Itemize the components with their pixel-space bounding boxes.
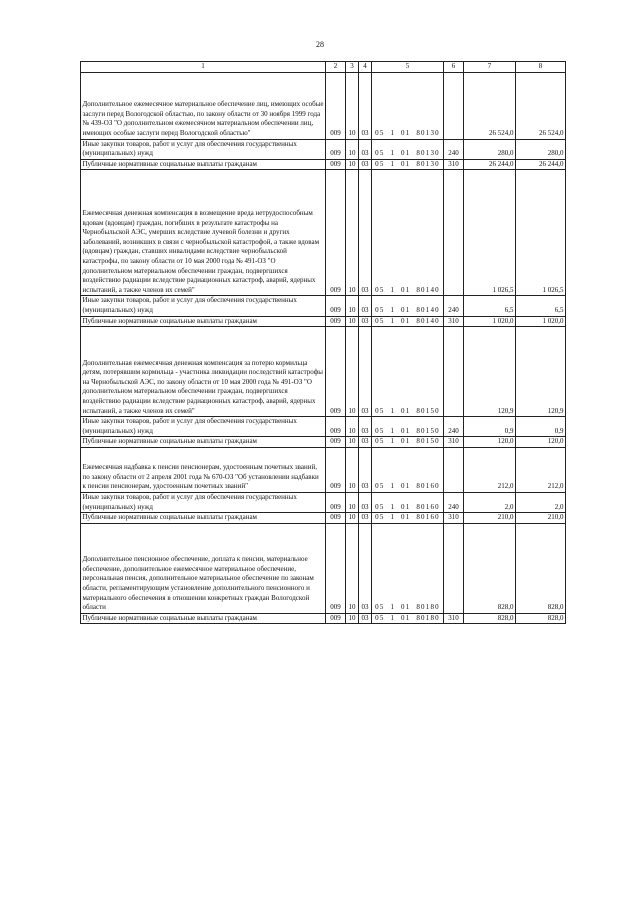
amount-year-2: 212,0	[516, 447, 566, 492]
admin-code: 009	[326, 327, 346, 417]
amount-year-1: 1 020,0	[464, 316, 516, 327]
page-number: 28	[316, 40, 324, 49]
expense-type-code: 310	[444, 316, 464, 327]
expense-type-code	[444, 523, 464, 613]
row-name: Публичные нормативные социальные выплаты гражданам	[81, 159, 326, 170]
admin-code: 009	[326, 492, 346, 512]
table-row	[81, 296, 566, 316]
table-row	[81, 316, 566, 327]
subsection-code: 03	[359, 159, 372, 170]
budget-table	[80, 61, 566, 624]
row-name: Ежемесячная надбавка к пенсии пенсионерам, удостоенным почетных званий, по закону области от 2 апреля 2001 года № 670-ОЗ "Об установлении надбавки к пенсии пенсионерам, удостоенным почетных званий"	[81, 447, 326, 492]
amount-year-2: 120,0	[516, 437, 566, 448]
expense-type-code: 310	[444, 159, 464, 170]
subsection-code: 03	[359, 316, 372, 327]
amount-year-2: 6,5	[516, 296, 566, 316]
admin-code: 009	[326, 417, 346, 437]
amount-year-1: 280,0	[464, 139, 516, 159]
subsection-code: 03	[359, 296, 372, 316]
row-name: Публичные нормативные социальные выплаты гражданам	[81, 437, 326, 448]
expense-type-code: 240	[444, 492, 464, 512]
target-item-code: 05 1 01 80180	[372, 613, 444, 624]
table-row	[81, 523, 566, 613]
section-code: 10	[346, 447, 359, 492]
row-name: Иные закупки товаров, работ и услуг для обеспечения государственных (муниципальных) нужд	[81, 139, 326, 159]
table-row	[81, 417, 566, 437]
admin-code: 009	[326, 72, 346, 139]
section-code: 10	[346, 523, 359, 613]
subsection-code: 03	[359, 613, 372, 624]
table-row	[81, 159, 566, 170]
amount-year-2: 280,0	[516, 139, 566, 159]
amount-year-1: 6,5	[464, 296, 516, 316]
admin-code: 009	[326, 159, 346, 170]
admin-code: 009	[326, 170, 346, 296]
table-row	[81, 170, 566, 296]
subsection-code: 03	[359, 513, 372, 524]
amount-year-1: 26 244,0	[464, 159, 516, 170]
target-item-code: 05 1 01 80150	[372, 327, 444, 417]
amount-year-1: 1 026,5	[464, 170, 516, 296]
admin-code: 009	[326, 437, 346, 448]
admin-code: 009	[326, 316, 346, 327]
section-code: 10	[346, 327, 359, 417]
expense-type-code: 240	[444, 296, 464, 316]
header-col-5: 5	[372, 62, 444, 73]
target-item-code: 05 1 01 80140	[372, 170, 444, 296]
target-item-code: 05 1 01 80130	[372, 72, 444, 139]
row-name: Иные закупки товаров, работ и услуг для обеспечения государственных (муниципальных) нужд	[81, 417, 326, 437]
target-item-code: 05 1 01 80180	[372, 523, 444, 613]
expense-type-code: 310	[444, 437, 464, 448]
amount-year-2: 1 020,0	[516, 316, 566, 327]
section-code: 10	[346, 417, 359, 437]
subsection-code: 03	[359, 417, 372, 437]
expense-type-code	[444, 170, 464, 296]
target-item-code: 05 1 01 80160	[372, 447, 444, 492]
admin-code: 009	[326, 296, 346, 316]
amount-year-2: 828,0	[516, 613, 566, 624]
section-code: 10	[346, 139, 359, 159]
row-name: Иные закупки товаров, работ и услуг для обеспечения государственных (муниципальных) нужд	[81, 296, 326, 316]
subsection-code: 03	[359, 437, 372, 448]
amount-year-1: 828,0	[464, 523, 516, 613]
amount-year-2: 26 524,0	[516, 72, 566, 139]
admin-code: 009	[326, 523, 346, 613]
expense-type-code: 310	[444, 613, 464, 624]
section-code: 10	[346, 613, 359, 624]
admin-code: 009	[326, 447, 346, 492]
header-col-7: 7	[464, 62, 516, 73]
row-name: Публичные нормативные социальные выплаты гражданам	[81, 513, 326, 524]
header-col-3: 3	[346, 62, 359, 73]
table-row	[81, 437, 566, 448]
amount-year-1: 26 524,0	[464, 72, 516, 139]
amount-year-1: 828,0	[464, 613, 516, 624]
target-item-code: 05 1 01 80160	[372, 492, 444, 512]
section-code: 10	[346, 72, 359, 139]
amount-year-2: 120,9	[516, 327, 566, 417]
table-row	[81, 72, 566, 139]
row-name: Дополнительная ежемесячная денежная компенсация за потерю кормильца детям, потерявшим кормильца - участника ликвидации последствий катастрофы на Чернобыльской АЭС, по закону области от 10 мая 2000 года № 491-ОЗ "О дополнительном материальном обеспечении граждан, подвергшихся воздействию радиации вследствие радиационных катастроф, аварий, ядерных испытаний, а также членов их семей"	[81, 327, 326, 417]
target-item-code: 05 1 01 80150	[372, 417, 444, 437]
section-code: 10	[346, 316, 359, 327]
amount-year-1: 212,0	[464, 447, 516, 492]
subsection-code: 03	[359, 139, 372, 159]
amount-year-2: 2,0	[516, 492, 566, 512]
table-row	[81, 327, 566, 417]
row-name: Ежемесячная денежная компенсация в возмещение вреда нетрудоспособным вдовам (вдовцам) граждан, погибших в результате катастрофы на Чернобыльской АЭС, умерших вследствие лучевой болезни и других заболеваний, возникших в связи с чернобыльской катастрофой, а также вдовам (вдовцам) граждан, ставших инвалидами вследствие чернобыльской катастрофы, по закону области от 10 мая 2000 года № 491-ОЗ "О дополнительном материальном обеспечении граждан, подвергшихся воздействию радиации вследствие радиационных катастроф, аварий, ядерных испытаний, а также членов их семей"	[81, 170, 326, 296]
expense-type-code: 310	[444, 513, 464, 524]
amount-year-2: 0,9	[516, 417, 566, 437]
header-col-8: 8	[516, 62, 566, 73]
subsection-code: 03	[359, 170, 372, 296]
target-item-code: 05 1 01 80130	[372, 159, 444, 170]
target-item-code: 05 1 01 80140	[372, 316, 444, 327]
row-name: Публичные нормативные социальные выплаты гражданам	[81, 613, 326, 624]
section-code: 10	[346, 159, 359, 170]
amount-year-1: 120,0	[464, 437, 516, 448]
target-item-code: 05 1 01 80130	[372, 139, 444, 159]
amount-year-1: 0,9	[464, 417, 516, 437]
admin-code: 009	[326, 513, 346, 524]
header-row	[81, 62, 566, 73]
row-name: Дополнительное ежемесячное материальное обеспечение лиц, имеющих особые заслуги перед Вологодской областью, по закону области от 30 ноября 1999 года № 439-ОЗ "О дополнительном ежемесячном материальном обеспечении лиц, имеющих особые заслуги перед Вологодской областью"	[81, 72, 326, 139]
expense-type-code	[444, 447, 464, 492]
amount-year-2: 1 026,5	[516, 170, 566, 296]
expense-type-code: 240	[444, 139, 464, 159]
amount-year-2: 828,0	[516, 523, 566, 613]
row-name: Дополнительное пенсионное обеспечение, доплата к пенсии, материальное обеспечение, дополнительное ежемесячное материальное обеспечение, персональная пенсия, дополнительное материальное обеспечение по законам области, регламентирующим установление дополнительного пенсионного и материального обеспечения в отношении конкретных граждан Вологодской области	[81, 523, 326, 613]
section-code: 10	[346, 437, 359, 448]
row-name: Публичные нормативные социальные выплаты гражданам	[81, 316, 326, 327]
table-row	[81, 139, 566, 159]
header-col-2: 2	[326, 62, 346, 73]
target-item-code: 05 1 01 80140	[372, 296, 444, 316]
table-row	[81, 513, 566, 524]
subsection-code: 03	[359, 327, 372, 417]
expense-type-code: 240	[444, 417, 464, 437]
amount-year-1: 2,0	[464, 492, 516, 512]
expense-type-code	[444, 327, 464, 417]
admin-code: 009	[326, 139, 346, 159]
section-code: 10	[346, 492, 359, 512]
target-item-code: 05 1 01 80160	[372, 513, 444, 524]
amount-year-1: 120,9	[464, 327, 516, 417]
subsection-code: 03	[359, 447, 372, 492]
table-row	[81, 613, 566, 624]
amount-year-1: 210,0	[464, 513, 516, 524]
subsection-code: 03	[359, 72, 372, 139]
admin-code: 009	[326, 613, 346, 624]
header-col-1: 1	[81, 62, 326, 73]
subsection-code: 03	[359, 492, 372, 512]
subsection-code: 03	[359, 523, 372, 613]
amount-year-2: 210,0	[516, 513, 566, 524]
amount-year-2: 26 244,0	[516, 159, 566, 170]
section-code: 10	[346, 513, 359, 524]
header-col-6: 6	[444, 62, 464, 73]
table-row	[81, 492, 566, 512]
section-code: 10	[346, 170, 359, 296]
table-row	[81, 447, 566, 492]
row-name: Иные закупки товаров, работ и услуг для обеспечения государственных (муниципальных) нужд	[81, 492, 326, 512]
section-code: 10	[346, 296, 359, 316]
header-col-4: 4	[359, 62, 372, 73]
target-item-code: 05 1 01 80150	[372, 437, 444, 448]
expense-type-code	[444, 72, 464, 139]
